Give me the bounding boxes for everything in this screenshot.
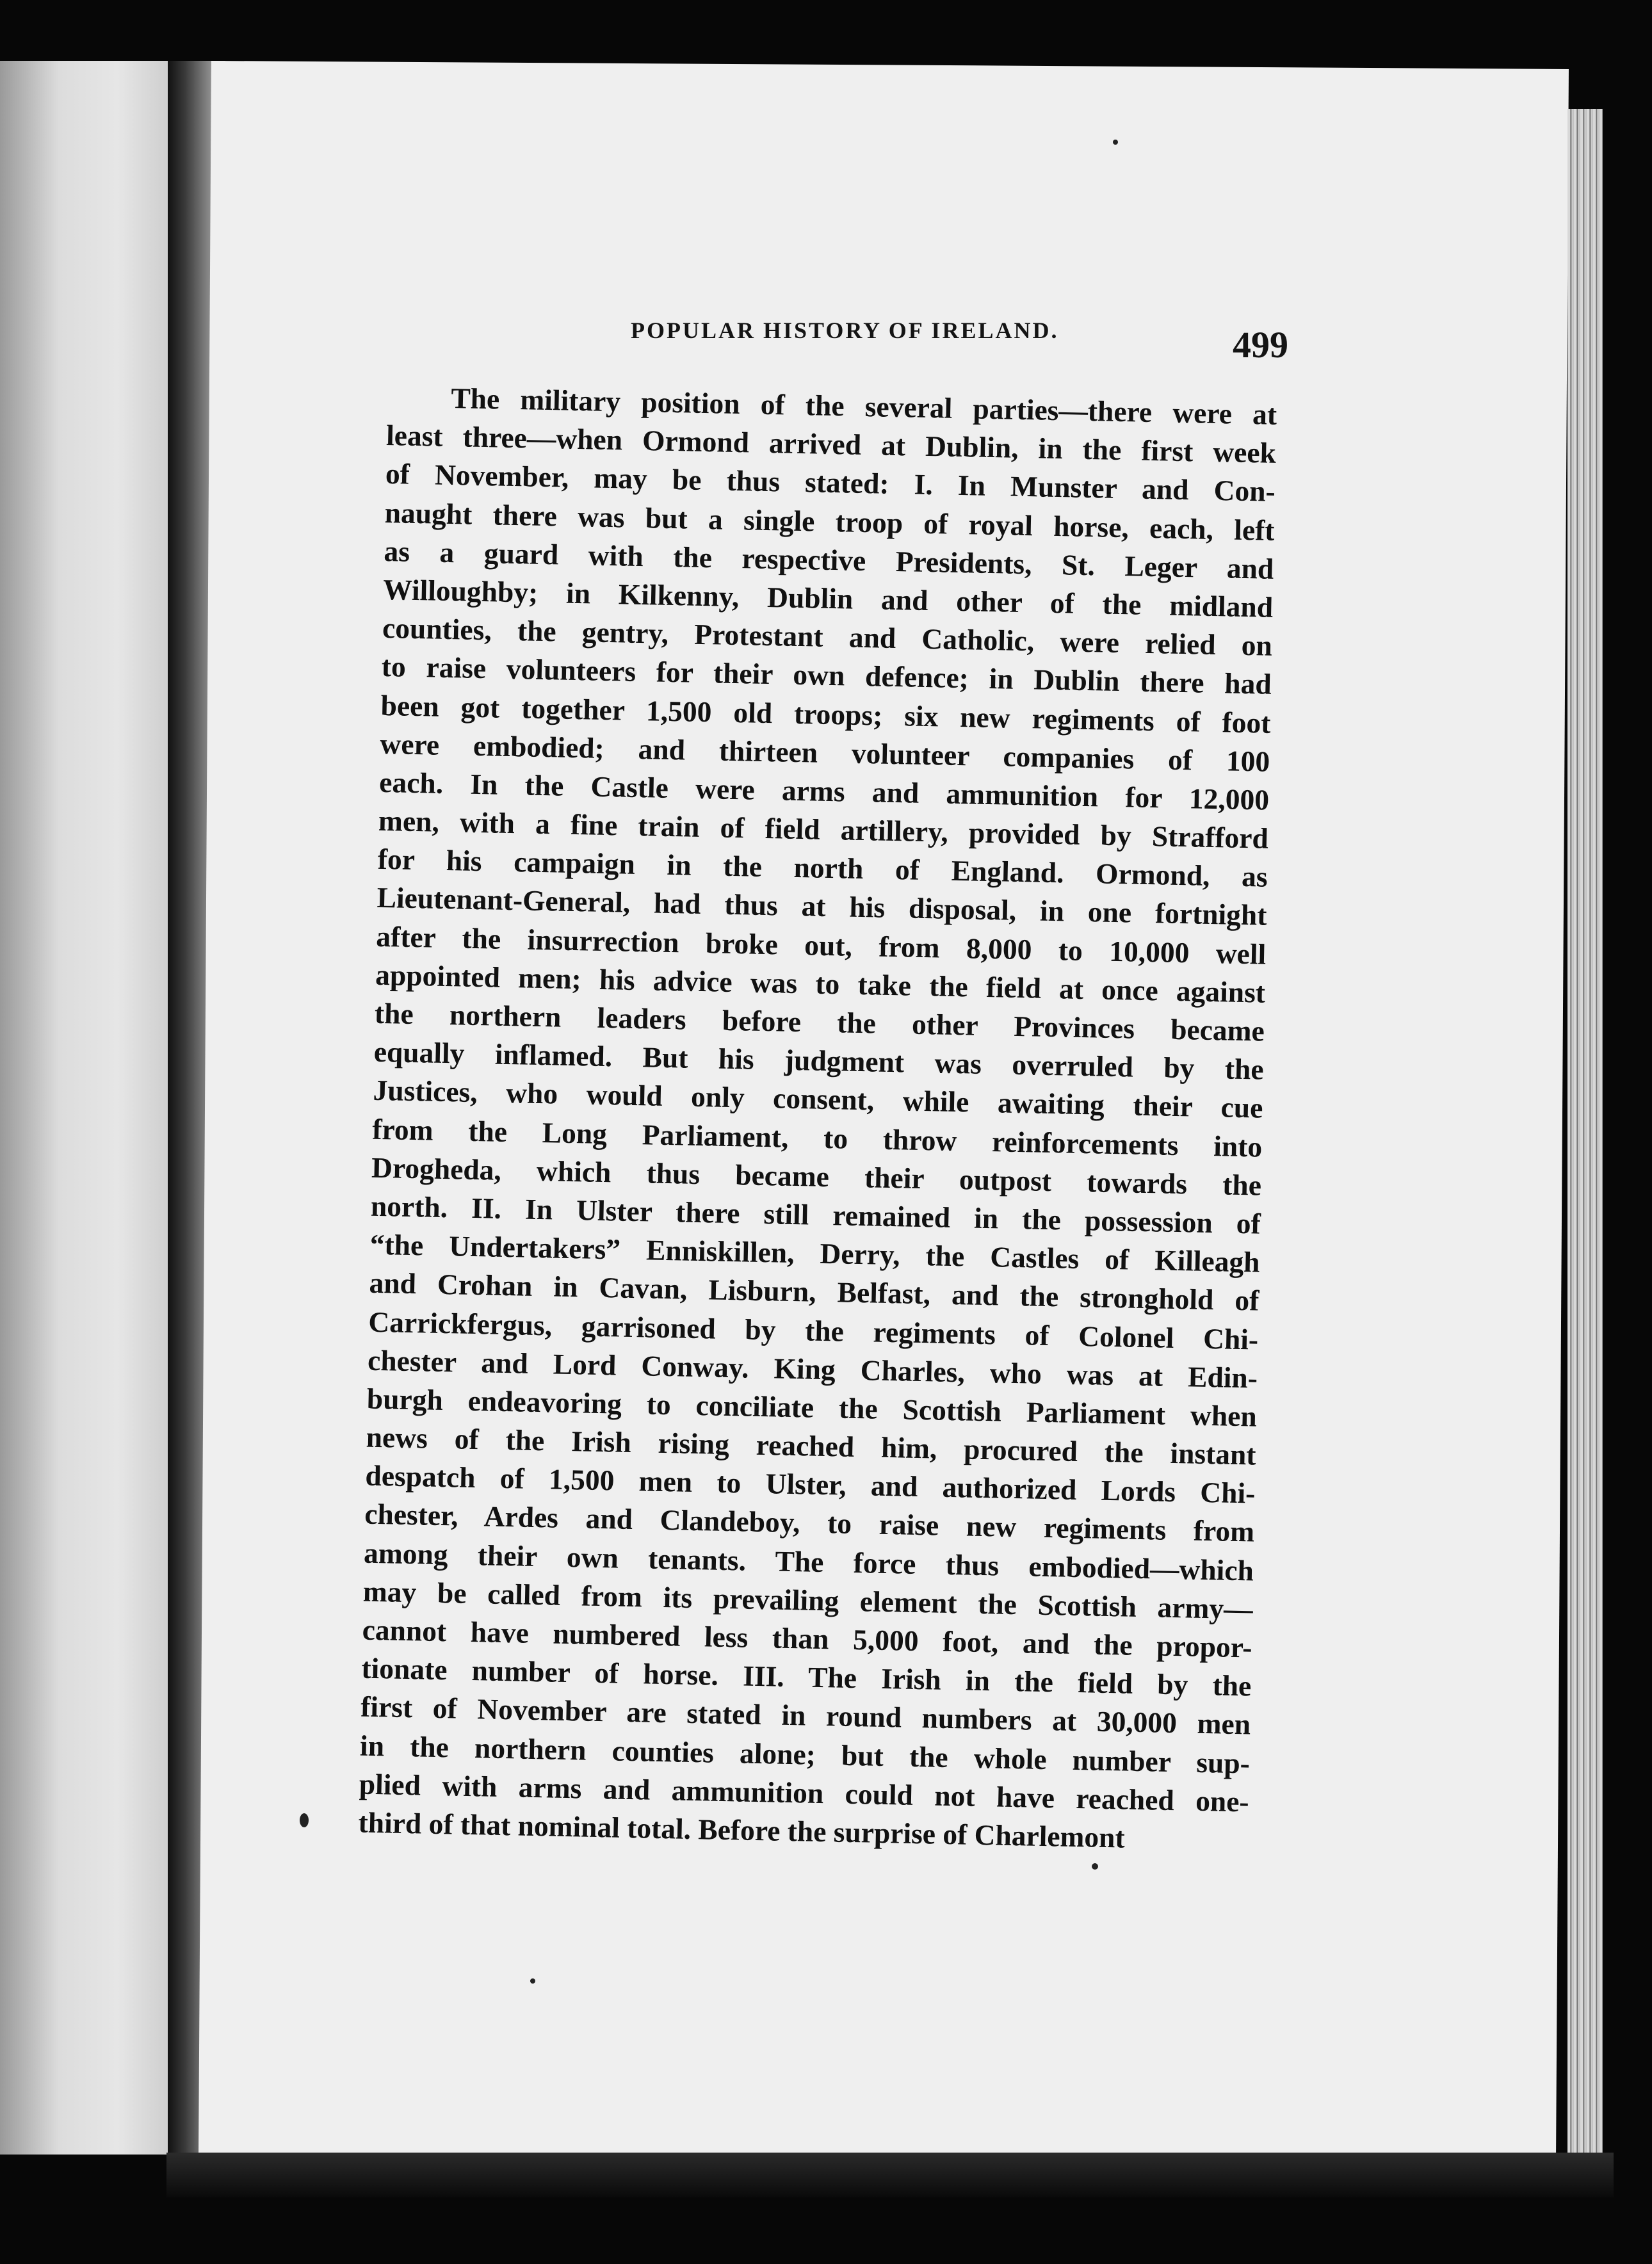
ink-speck [1113, 140, 1118, 145]
text-line: plied with arms and ammunition could not have reached one- [359, 1767, 1250, 1818]
text-line: men, with a fine train of field artillery, provided by Strafford [378, 804, 1269, 855]
text-line: been got together 1,500 old troops; six new regiments of foot [380, 688, 1271, 740]
text-line: to raise volunteers for their own defence; in Dublin there had [381, 650, 1272, 701]
ink-speck [1092, 1863, 1098, 1870]
text-line: and Crohan in Cavan, Lisburn, Belfast, and the stronghold of [369, 1266, 1259, 1317]
body-text [358, 378, 1277, 1860]
text-line: counties, the gentry, Protestant and Catholic, were relied on [382, 611, 1273, 662]
text-line: The military position of the several parties—there were at [450, 382, 1277, 431]
text-line: may be called from its prevailing element the Scottish army— [362, 1574, 1254, 1626]
text-line: the northern leaders before the other Provinces became [374, 996, 1265, 1047]
running-title: POPULAR HISTORY OF IRELAND. [631, 318, 1059, 343]
text-line: chester and Lord Conway. King Charles, who was at Edin- [367, 1343, 1258, 1395]
text-line: from the Long Parliament, to throw reinforcements into [371, 1112, 1263, 1163]
text-line: despatch of 1,500 men to Ulster, and authorized Lords Chi- [365, 1459, 1256, 1510]
text-line: “the Undertakers” Enniskillen, Derry, the Castles of Killeagh [369, 1227, 1261, 1279]
text-line: burgh endeavoring to conciliate the Scottish Parliament when [366, 1382, 1258, 1433]
text-line: naught there was but a single troop of royal horse, each, left [384, 496, 1275, 547]
text-line: for his campaign in the north of England. Ormond, as [377, 843, 1268, 893]
text-line: least three—when Ormond arrived at Dublin, in the first week [385, 419, 1277, 470]
text-line: chester, Ardes and Clandeboy, to raise new regiments from [364, 1498, 1255, 1548]
text-line: Willoughby; in Kilkenny, Dublin and other of the midland [382, 572, 1274, 624]
page-stack-edge [1567, 109, 1603, 2177]
text-line: of November, may be thus stated: I. In Munster and Con- [385, 457, 1276, 508]
text-line: after the insurrection broke out, from 8,000 to 10,000 well [375, 919, 1267, 971]
text-line: third of that nominal total. Before the surprise of Charlemont [358, 1806, 1126, 1854]
text-line: were embodied; and thirteen volunteer companies of 100 [380, 727, 1270, 778]
text-line: Justices, who would only consent, while awaiting their cue [373, 1074, 1263, 1125]
text-line: news of the Irish rising reached him, procured the instant [366, 1420, 1257, 1471]
page-number: 499 [1233, 324, 1288, 366]
text-line: Drogheda, which thus became their outpost towards the [371, 1151, 1262, 1202]
text-line: Lieutenant-General, had thus at his disposal, in one fortnight [377, 881, 1267, 932]
text-line: as a guard with the respective Presidents, St. Leger and [384, 534, 1274, 585]
scan-bottom-border [166, 2153, 1614, 2197]
text-line: tionate number of horse. III. The Irish in the field by the [361, 1651, 1252, 1702]
text-line: Carrickfergus, garrisoned by the regiments of Colonel Chi- [368, 1305, 1259, 1356]
ink-speck [300, 1813, 309, 1827]
ink-speck [530, 1978, 535, 1984]
text-line: north. II. In Ulster there still remained in the possession of [370, 1189, 1261, 1240]
text-line: cannot have numbered less than 5,000 foot, and the propor- [362, 1613, 1252, 1664]
text-line: first of November are stated in round numbers at 30,000 men [360, 1690, 1251, 1741]
text-line: in the northern counties alone; but the whole number sup- [359, 1729, 1251, 1780]
text-line: among their own tenants. The force thus embodied—which [363, 1536, 1254, 1587]
facing-page-edge [0, 61, 179, 2155]
text-line: each. In the Castle were arms and ammunition for 12,000 [378, 765, 1270, 816]
text-line: equally inflamed. But his judgment was overruled by the [373, 1035, 1265, 1086]
text-line: appointed men; his advice was to take the field at once against [375, 958, 1266, 1009]
